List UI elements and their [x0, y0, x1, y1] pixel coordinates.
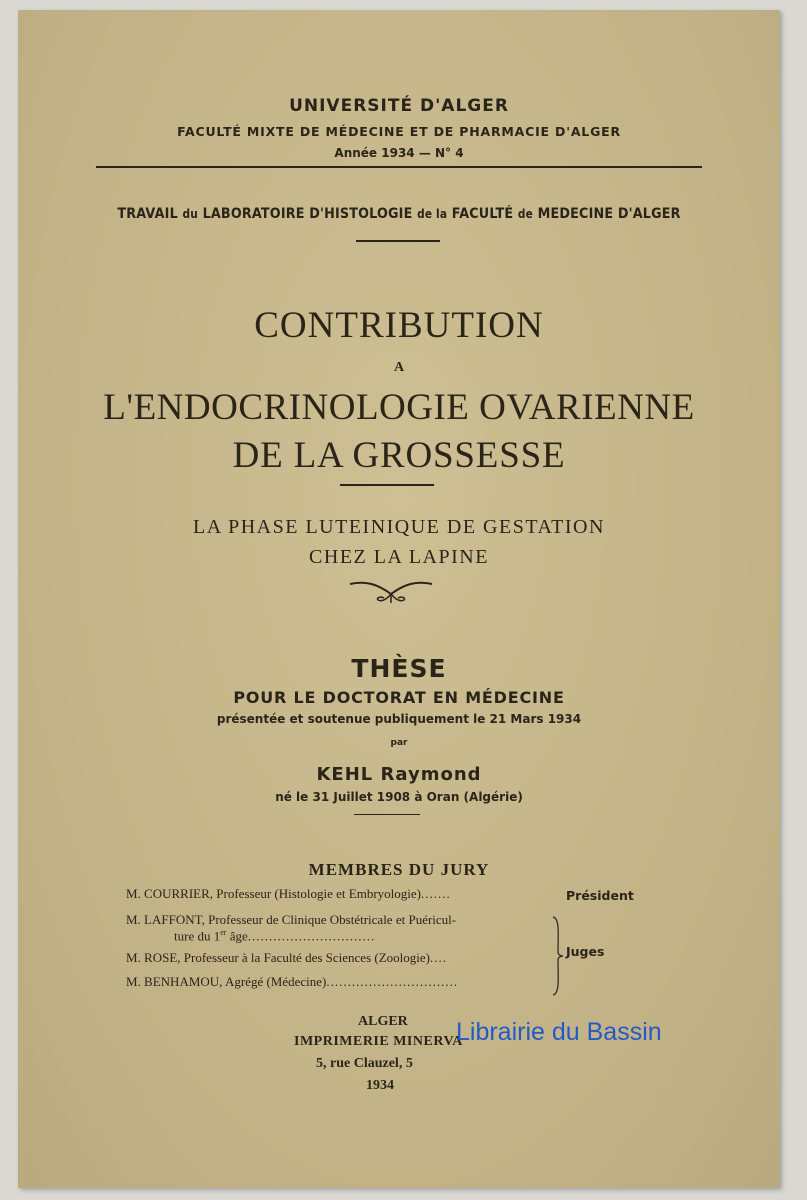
- degree-line: POUR LE DOCTORAT EN MÉDECINE: [233, 688, 565, 707]
- labo-word: FACULTÉ: [451, 206, 514, 222]
- publisher-year: 1934: [366, 1078, 394, 1093]
- title-line-4: DE LA GROSSESSE: [232, 435, 566, 476]
- labo-word: de la: [417, 207, 448, 221]
- thesis-cover: [18, 10, 780, 1188]
- author-birth: né le 31 Juillet 1908 à Oran (Algérie): [275, 790, 523, 804]
- faculty-name: FACULTÉ MIXTE DE MÉDECINE ET DE PHARMACIE D'ALGER: [177, 124, 621, 139]
- by-line: par: [390, 738, 408, 748]
- jury-member-text: âge: [226, 928, 248, 944]
- jury-member-text: M. COURRIER, Professeur (Histologie et Embryologie): [126, 886, 421, 901]
- author-name: KEHL Raymond: [316, 764, 482, 785]
- title-line-2: A: [393, 360, 405, 375]
- labo-word: de: [517, 207, 534, 221]
- publisher-printer: IMPRIMERIE MINERVA: [294, 1034, 463, 1049]
- publisher-address: 5, rue Clauzel, 5: [316, 1056, 413, 1071]
- university-name: UNIVERSITÉ D'ALGER: [289, 96, 509, 116]
- labo-word: TRAVAIL: [117, 206, 178, 222]
- subtitle-line-2: CHEZ LA LAPINE: [309, 546, 489, 568]
- leader-dots: ....: [429, 950, 447, 965]
- author-divider: [354, 814, 420, 815]
- labo-word: MEDECINE D'ALGER: [537, 206, 681, 222]
- jury-member-text: M. BENHAMOU, Agrégé (Médecine): [126, 974, 327, 989]
- labo-word: du: [182, 207, 198, 221]
- thesis-heading: THÈSE: [351, 654, 447, 683]
- jury-member-continued: [174, 928, 375, 944]
- presented-line: présentée et soutenue publiquement le 21 Mars 1934: [216, 712, 582, 726]
- ornament-icon: [348, 576, 434, 606]
- jury-member-text: M. ROSE, Professeur à la Faculté des Sciences (Zoologie): [126, 950, 430, 965]
- labo-word: LABORATOIRE D'HISTOLOGIE: [202, 206, 413, 222]
- jury-member: [126, 974, 458, 990]
- superscript: er: [220, 928, 227, 937]
- subtitle-line-1: LA PHASE LUTEINIQUE DE GESTATION: [193, 516, 605, 538]
- title-line-3: L'ENDOCRINOLOGIE OVARIENNE: [103, 387, 695, 428]
- title-divider: [340, 484, 434, 486]
- jury-member: [126, 950, 447, 966]
- laboratory-divider: [356, 240, 440, 242]
- jury-member-text: ture du 1: [174, 928, 221, 944]
- role-juges: Juges: [566, 944, 605, 959]
- year-issue: Année 1934 — N° 4: [334, 146, 464, 160]
- watermark-text: Librairie du Bassin: [456, 1018, 662, 1046]
- jury-member: [126, 912, 456, 928]
- brace-icon: [552, 916, 564, 996]
- leader-dots: .......: [421, 886, 451, 901]
- leader-dots: ...............................: [326, 974, 459, 989]
- publisher-city: ALGER: [358, 1014, 408, 1029]
- jury-member-text: M. LAFFONT, Professeur de Clinique Obstétricale et Puéricul-: [126, 912, 457, 927]
- leader-dots: ..............................: [247, 928, 376, 944]
- jury-member: [126, 886, 451, 902]
- header-divider: [96, 166, 702, 168]
- role-president: Président: [566, 888, 634, 903]
- jury-heading: MEMBRES DU JURY: [308, 860, 490, 879]
- title-line-1: CONTRIBUTION: [254, 305, 544, 346]
- laboratory-line: [64, 206, 735, 222]
